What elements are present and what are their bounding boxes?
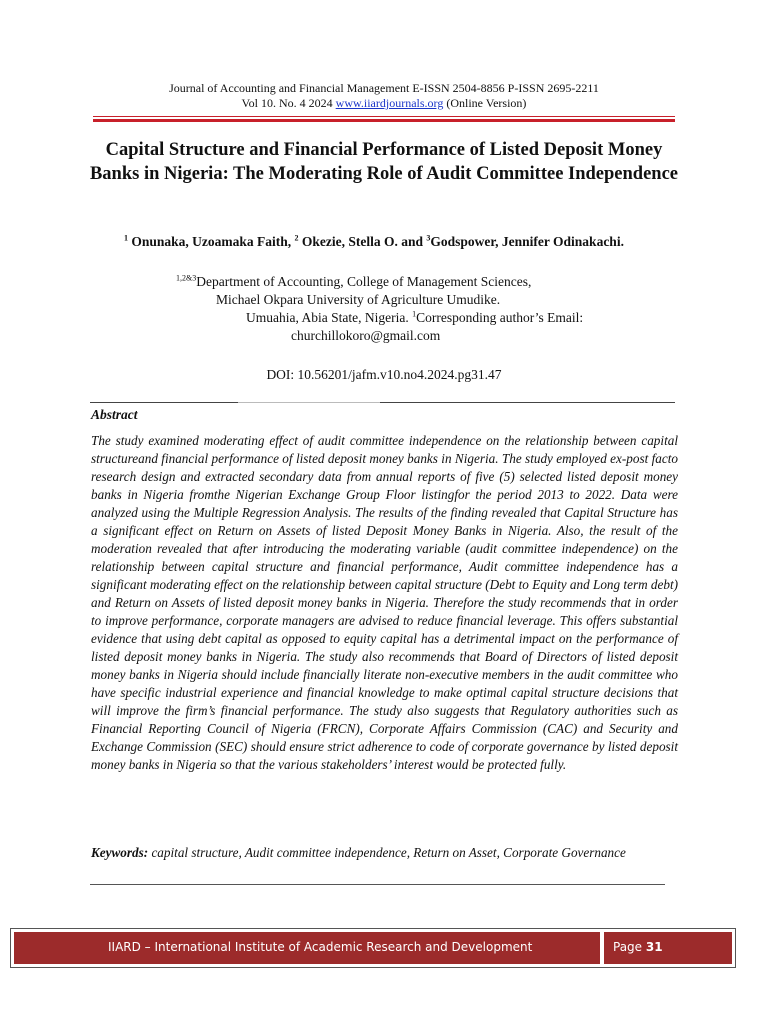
abstract-rule-right [380, 402, 675, 403]
author-1: Onunaka, Uzoamaka Faith, [128, 234, 295, 249]
header-rule-thick [93, 119, 675, 122]
volume-line [0, 96, 768, 111]
footer-page [613, 940, 663, 954]
footer-institute: IIARD – International Institute of Academic Research and Development [108, 940, 533, 954]
paper-title: Capital Structure and Financial Performance of Listed Deposit Money Banks in Nigeria: The Moderating Role of Audit Committee Independence [89, 140, 679, 184]
author-email: churchillokoro@gmail.com [291, 328, 441, 343]
corresponding-sup: 1 [412, 309, 417, 319]
affiliation-location: Umuahia, Abia State, Nigeria. [246, 310, 413, 325]
volume-text: Vol 10. No. 4 2024 [241, 96, 336, 110]
affiliation-line-1 [176, 273, 531, 291]
footer-page-label: Page [613, 940, 646, 954]
journal-header [0, 81, 768, 111]
abstract-heading: Abstract [91, 407, 138, 422]
affiliation-sup: 1,2&3 [176, 273, 197, 283]
abstract-rule [90, 402, 238, 403]
author-list [124, 233, 644, 251]
online-version-text: (Online Version) [443, 96, 527, 110]
author-2: Okezie, Stella O. and [298, 234, 427, 249]
keywords [91, 844, 678, 861]
keywords-text: capital structure, Audit committee independence, Return on Asset, Corporate Governance [148, 845, 626, 860]
corresponding-label: Corresponding author’s Email: [416, 310, 584, 325]
keywords-label: Keywords: [91, 845, 149, 860]
affiliation-line-2: Michael Okpara University of Agriculture Umudike. [216, 292, 501, 307]
footer-separator [600, 932, 604, 964]
author-3: Godspower, Jennifer Odinakachi. [430, 234, 624, 249]
journal-info-line: Journal of Accounting and Financial Management E-ISSN 2504-8856 P-ISSN 2695-2211 [169, 81, 599, 95]
journal-website-link[interactable]: www.iiardjournals.org [335, 96, 444, 110]
author-sup-2: 2 [294, 233, 299, 243]
author-sup-3: 3 [426, 233, 431, 243]
page-number: 31 [645, 940, 663, 954]
affiliation-department: Department of Accounting, College of Management Sciences, [196, 274, 532, 289]
author-sup-1: 1 [124, 233, 128, 243]
page-footer [10, 928, 736, 968]
footer-bar [14, 932, 732, 964]
abstract-rule-faint [238, 402, 380, 403]
doi: DOI: 10.56201/jafm.v10.no4.2024.pg31.47 [266, 367, 502, 382]
abstract-body: The study examined moderating effect of audit committee independence on the relationship between capital structureand financial performance of listed deposit money banks in Nigeria. The study employed ex-post facto research design and extracted secondary data from annual reports of five (5) selected listed deposit money banks in Nigeria fromthe Nigerian Exchange Group Floor listingfor the period 2013 to 2022. Data were analyzed using the Multiple Regression Analysis. The results of the finding revealed that Capital Structure has a significant effect on Return on Assets of listed Deposit Money Banks in Nigeria. Also, the result of the moderation revealed that after introducing the moderating variable (audit committee independence) on the relationship between capital structure and financial performance, Audit committee independence has a significant moderating effect on the relationship between capital structure (Debt to Equity and Long term debt) and Return on Assets of listed deposit money banks in Nigeria. Therefore the study recommends that in order to improve performance, corporate managers are advised to reduce financial leverage. This offers substantial evidence that using debt capital as opposed to equity capital has a detrimental impact on the performance of listed deposit money banks in Nigeria. The study also recommends that Board of Directors of listed deposit money banks in Nigeria should include financially literate non-executive members in the audit committee who have specific industrial experience and financial knowledge to make optimal capital structure decisions that will improve the firm’s financial performance. The study also suggests that Regulatory authorities such as Financial Reporting Council of Nigeria (FRCN), Corporate Affairs Commission (CAC) and Security and Exchange Commission (SEC) should ensure strict adherence to code of corporate governance by listed deposit money banks in Nigeria so that the various stakeholders’ interest would be protected fully. [91, 433, 678, 772]
keywords-rule [90, 884, 665, 885]
affiliation-line-3 [246, 309, 583, 327]
header-rule-thin [93, 116, 675, 117]
